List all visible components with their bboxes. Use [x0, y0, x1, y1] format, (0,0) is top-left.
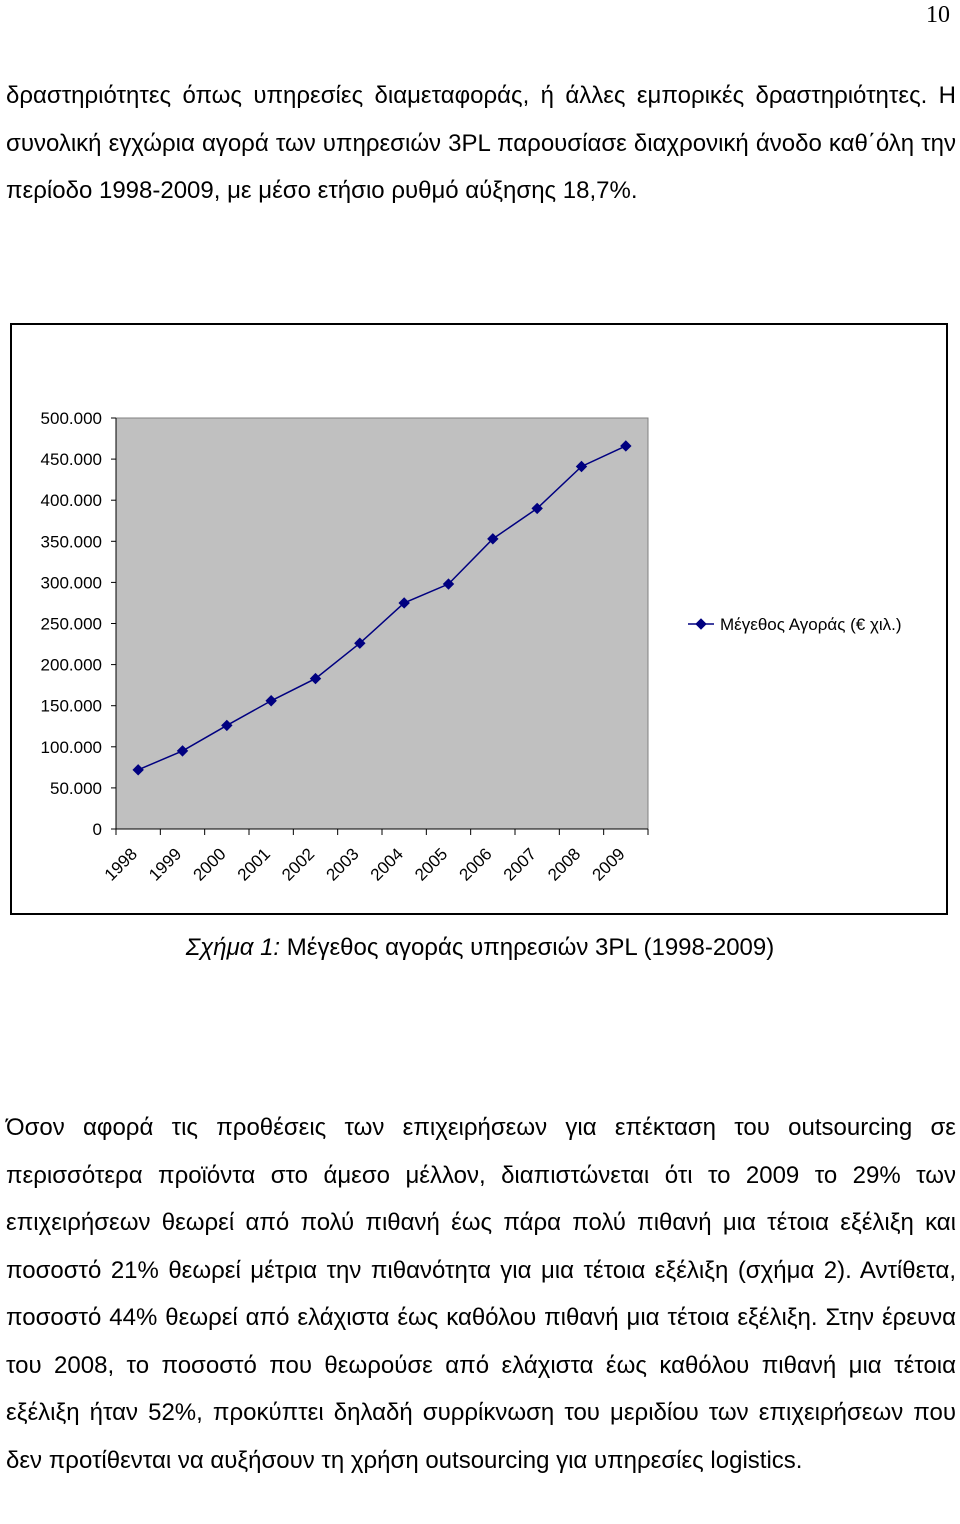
y-tick-label: 150.000 [40, 696, 102, 716]
y-tick-label: 500.000 [40, 409, 102, 428]
figure-caption-text: Μέγεθος αγοράς υπηρεσιών 3PL (1998-2009) [280, 934, 775, 961]
paragraph-intro [6, 72, 956, 215]
y-tick-label: 100.000 [40, 737, 102, 757]
y-tick-label: 300.000 [40, 573, 102, 593]
y-tick-label: 0 [92, 820, 102, 839]
y-tick-label: 400.000 [40, 491, 102, 511]
x-tick-label: 2006 [455, 844, 496, 885]
x-tick-label: 1998 [100, 844, 141, 885]
x-tick-label: 2007 [499, 844, 540, 885]
paragraph-intro-text: δραστηριότητες όπως υπηρεσίες διαμεταφοράς, ή άλλες εμπορικές δραστηριότητες. Η συνολική εγχώρια αγορά των υπηρεσιών 3PL παρουσίασε διαχρονική άνοδο καθ΄όλη την περίοδο 1998-2009, με μέσο ετήσιο ρυθμό αύξησης 18,7%. [6, 82, 956, 204]
y-tick-label: 250.000 [40, 614, 102, 634]
market-size-chart [10, 323, 948, 915]
paragraph-outsourcing [6, 1104, 956, 1484]
x-tick-label: 2004 [366, 844, 407, 885]
x-tick-label: 1999 [145, 844, 186, 885]
y-tick-label: 50.000 [50, 778, 102, 798]
chart-svg [12, 325, 946, 913]
x-tick-label: 2002 [278, 844, 319, 885]
x-tick-label: 2001 [233, 844, 274, 885]
x-tick-label: 2008 [544, 844, 585, 885]
x-tick-label: 2003 [322, 844, 363, 885]
legend-label: Μέγεθος Αγοράς (€ χιλ.) [720, 615, 902, 634]
y-tick-label: 200.000 [40, 655, 102, 675]
x-tick-label: 2005 [411, 844, 452, 885]
x-tick-label: 2000 [189, 844, 230, 885]
y-tick-label: 450.000 [40, 450, 102, 470]
x-tick-label: 2009 [588, 844, 629, 885]
paragraph-outsourcing-text: Όσον αφορά τις προθέσεις των επιχειρήσεων για επέκταση του outsourcing σε περισσότερα προϊόντα στο άμεσο μέλλον, διαπιστώνεται ότι το 2009 το 29% των επιχειρήσεων θεωρεί από πολύ πιθανή έως πάρα πολύ πιθανή μια τέτοια εξέλιξη και ποσοστό 21% θεωρεί μέτρια την πιθανότητα για μια τέτοια εξέλιξη (σχήμα 2). Αντίθετα, ποσοστό 44% θεωρεί από ελάχιστα έως καθόλου πιθανή μια τέτοια εξέλιξη. Στην έρευνα του 2008, το ποσοστό που θεωρούσε από ελάχιστα έως καθόλου πιθανή μια τέτοια εξέλιξη ήταν 52%, προκύπτει δηλαδή συρρίκνωση του μεριδίου των επιχειρήσεων που δεν προτίθενται να αυξήσουν τη χρήση outsourcing για υπηρεσίες logistics. [6, 1114, 956, 1474]
y-tick-label: 350.000 [40, 532, 102, 552]
figure-label: Σχήμα 1: [185, 934, 281, 961]
page-number: 10 [926, 2, 950, 28]
legend-marker [696, 619, 706, 629]
figure-caption [0, 934, 960, 962]
